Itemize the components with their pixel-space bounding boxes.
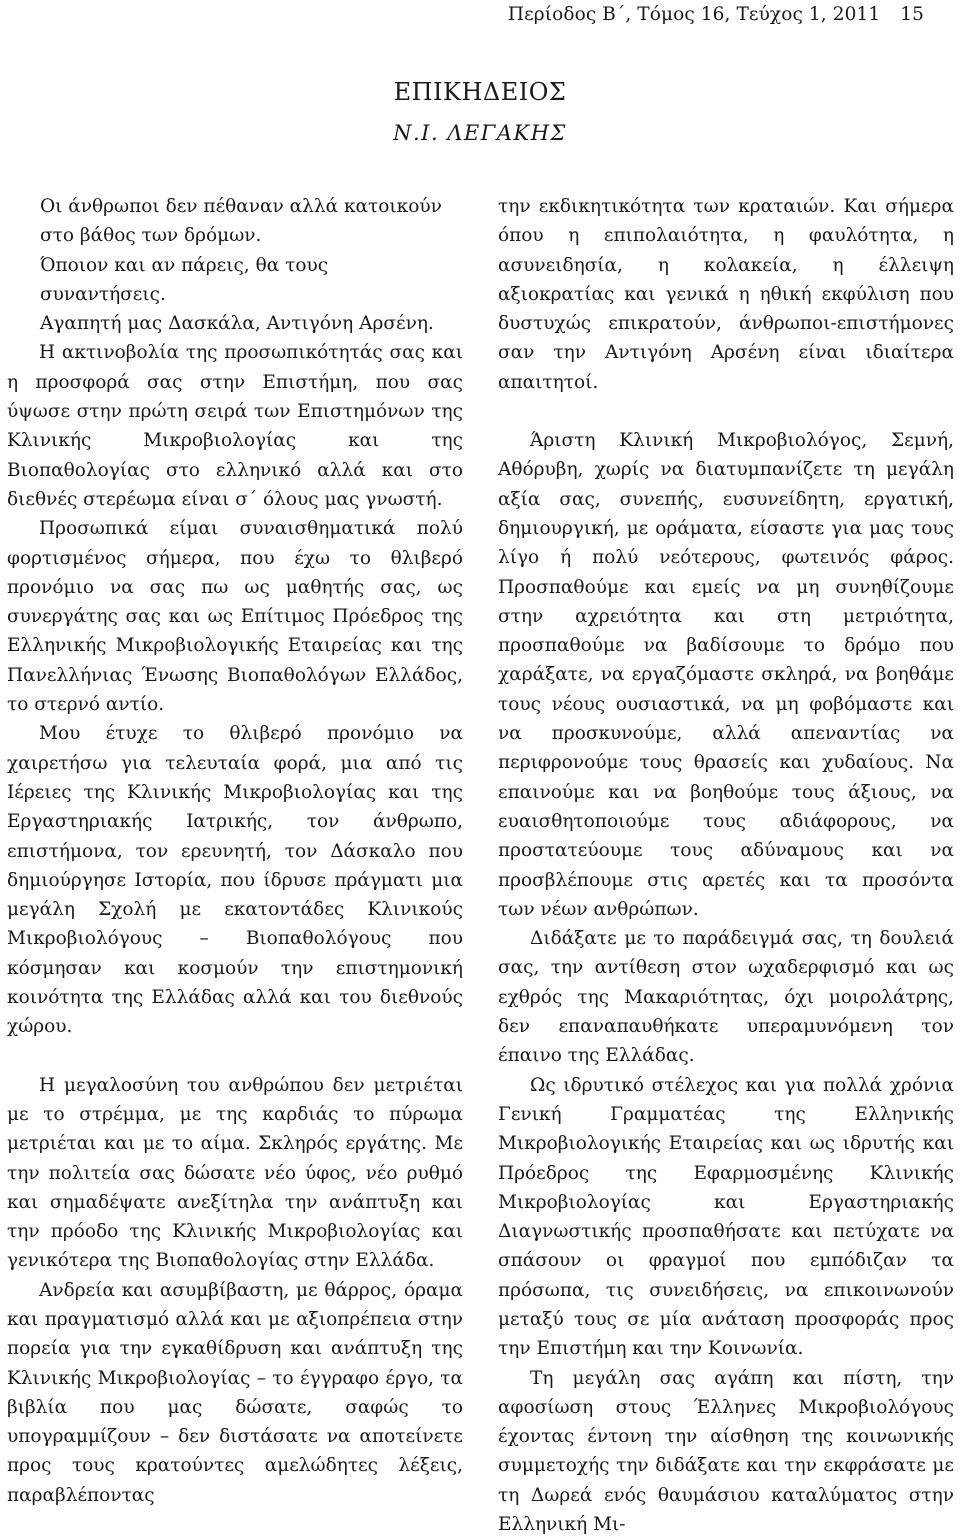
paragraph: Τη μεγάλη σας αγάπη και πίστη, την αφοσίωση στους Έλληνες Μικροβιολόγους έχοντας έντονη την αίσθηση της κοινωνικής συμμετοχής την διδάξατε και την εκφράσατε με τη Δωρεά ενός θαυμάσιου καταλύματος στην Ελληνική Μι-	[498, 1367, 954, 1536]
paragraph: Η μεγαλοσύνη του ανθρώπου δεν μετριέται με το στρέμμα, με της καρδιάς το πύρωμα μετριέται και με το αίμα. Σκληρός εργάτης. Με την πολιτεία σας δώσατε νέο ύφος, νέο ρυθμό και σημαδέψατε ανεξίτηλα την ανάπτυξη και την πρόοδο της Κλινικής Μικροβιολογίας και γενικότερα της Βιοπαθολογίας στην Ελλάδα.	[7, 1074, 463, 1272]
article-title: ΕΠΙΚΗΔΕΙΟΣ	[393, 78, 567, 106]
right-column	[498, 192, 954, 1539]
page-number: 15	[900, 4, 924, 25]
paragraph: Ως ιδρυτικό στέλεχος και για πολλά χρόνια Γενική Γραμματέας της Ελληνικής Μικροβιολογικής Εταιρείας και ως ιδρυτής και Πρόεδρος της Εφαρμοσμένης Κλινικής Μικροβιολογίας και Εργαστηριακής Διαγνωστικής προσπαθήσατε και πετύχατε να σπάσουν οι φραγμοί που εμπόδιζαν τα πρόσωπα, τις συνειδήσεις, να επικοινωνούν μεταξύ τους σε μία ανάταση προσφοράς προς την Επιστήμη και την Κοινωνία.	[498, 1074, 954, 1360]
paragraph: Διδάξατε με το παράδειγμά σας, τη δουλειά σας, την αντίθεση στον ωχαδερφισμό και ως εχθρός της Μακαριότητας, όχι μοιρολάτρης, δεν επαναπαυθήκατε υπεραμυνόμενη τον έπαινο της Ελλάδας.	[498, 928, 954, 1067]
paragraph: Άριστη Κλινική Μικροβιολόγος, Σεμνή, Αθόρυβη, χωρίς να διατυμπανίζετε τη μεγάλη αξία σας, συνεπής, ευσυνείδητη, εργατική, δημιουργική, με οράματα, είσαστε για μας τους λίγο ή πολύ νεότερους, φωτεινός φάρος. Προσπαθούμε και εμείς να μη συνηθίζουμε στην αχρειότητα και στη μετριότητα, προσπαθούμε να βαδίσουμε το δρόμο που χαράξατε, να εργαζόμαστε σκληρά, να βοηθάμε τους νέους ουσιαστικά, να μη φοβόμαστε και να προσκυνούμε, αλλά απεναντίας να περιφρονούμε τους θρασείς και χυδαίους. Να επαινούμε και να βοηθούμε τους άξιους, να ευαισθητοποιούμε τους αδιάφορους, να προστατεύουμε τους αδύναμους και να προσβλέπουμε στις αρετές και τα προσόντα των νέων ανθρώπων.	[498, 430, 954, 920]
paragraph: Ανδρεία και ασυμβίβαστη, με θάρρος, όραμα και πραγματισμό αλλά και με αξιοπρέπεια στην πορεία για την εγκαθίδρυση και ανάπτυξη της Κλινικής Μικροβιολογίας – το έγγραφο έργο, τα βιβλία που μας δώσατε, σαφώς το υπογραμμίζουν – δεν διστάσατε να αποτείνετε προς τους κρατούντες αμελώδητες λέξεις, παραβλέποντας	[7, 1279, 463, 1506]
paragraph: Η ακτινοβολία της προσωπικότητάς σας και η προσφορά σας στην Επιστήμη, που σας ύψωσε στην πρώτη σειρά των Επιστημόνων της Κλινικής Μικροβιολογίας και της Βιοπαθολογίας στο ελληνικό αλλά και στο διεθνές στερέωμα είναι σ΄ όλους μας γνωστή.	[7, 342, 463, 510]
running-header	[508, 4, 924, 25]
article-author: Ν.Ι. ΛΕΓΑΚΗΣ	[393, 121, 567, 145]
left-column	[7, 192, 463, 1510]
paragraph: Μου έτυχε το θλιβερό προνόμιο να χαιρετήσω για τελευταία φορά, μια από τις Ιέρειες της Κλινικής Μικροβιολογίας και της Εργαστηριακής Ιατρικής, τον άνθρωπο, επιστήμονα, τον ερευνητή, τον Δάσκαλο που δημιούργησε Ιστορία, που ίδρυσε πράγματι μια μεγάλη Σχολή με εκατοντάδες Κλινικούς Μικροβιολόγους – Βιοπαθολόγους που κόσμησαν και κοσμούν την επιστημονική κοινότητα της Ελλάδας αλλά και του διεθνούς χώρου.	[7, 723, 463, 1038]
epigraph-line: Οι άνθρωποι δεν πέθαναν αλλά κατοικούν	[40, 196, 442, 217]
journal-info: Περίοδος Β΄, Τόμος 16, Τεύχος 1, 2011	[507, 4, 881, 25]
epigraph-line: Όποιον και αν πάρεις, θα τους συναντήσεις.	[40, 254, 329, 305]
epigraph	[7, 192, 463, 338]
paragraph: την εκδικητικότητα των κραταιών. Και σήμερα όπου η επιπολαιότητα, η φαυλότητα, η ασυνειδησία, η κολακεία, η έλλειψη αξιοκρατίας και γενικά η ηθική εκφύλιση που δυστυχώς επικρατούν, άνθρωποι-επιστήμονες σαν την Αντιγόνη Αρσένη είναι ιδιαίτερα απαιτητοί.	[498, 196, 954, 393]
epigraph-line: στο βάθος των δρόμων.	[40, 225, 262, 247]
paragraph: Προσωπικά είμαι συναισθηματικά πολύ φορτισμένος σήμερα, που έχω το θλιβερό προνόμιο να σας πω ως μαθητής σας, ως συνεργάτης σας και ως Επίτιμος Πρόεδρος της Ελληνικής Μικροβιολογικής Εταιρείας και της Πανελλήνιας Ένωσης Βιοπαθολόγων Ελλάδος, το στερνό αντίο.	[7, 518, 463, 716]
epigraph-line: Αγαπητή μας Δασκάλα, Αντιγόνη Αρσένη.	[40, 313, 434, 335]
